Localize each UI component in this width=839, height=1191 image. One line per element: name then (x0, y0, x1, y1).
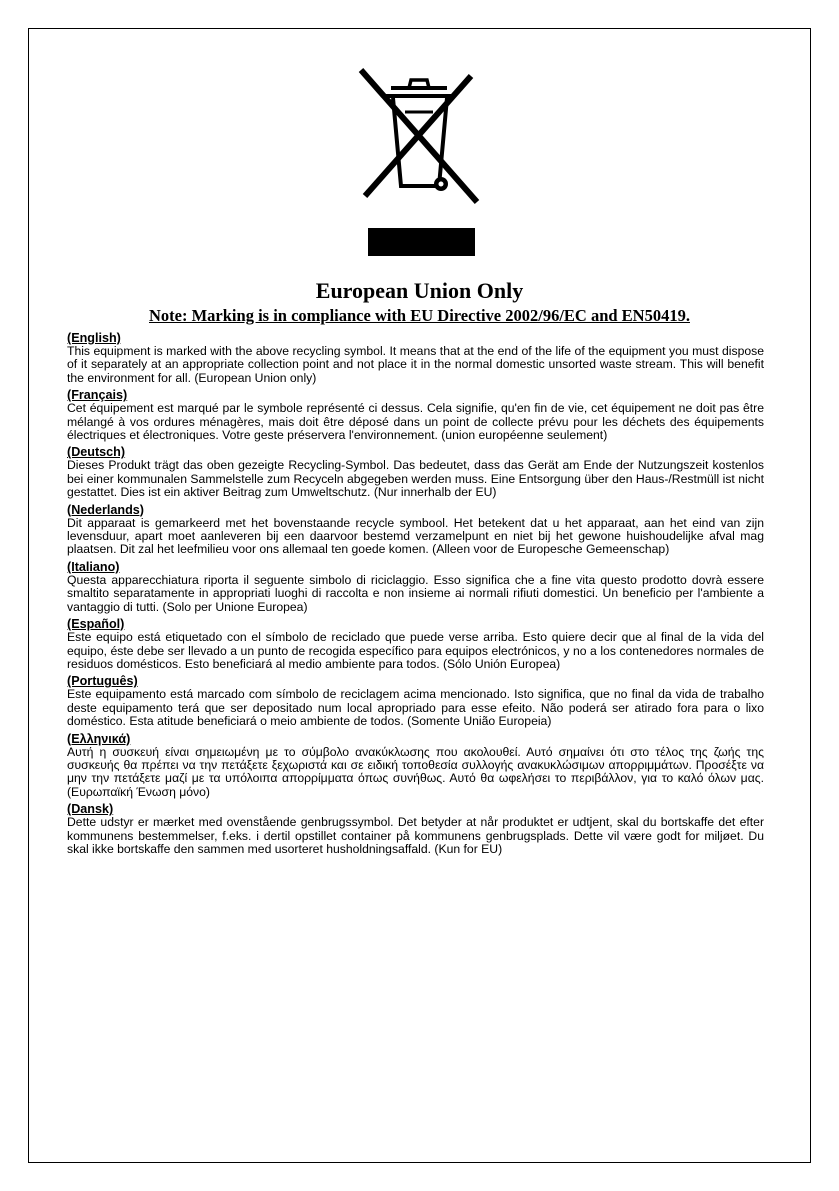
section-heading: (Español) (67, 617, 125, 632)
section-english (67, 331, 764, 385)
section-francais (67, 388, 764, 442)
section-portugues (67, 674, 764, 728)
page-title: European Union Only (315, 278, 524, 303)
section-heading: (Deutsch) (67, 445, 126, 460)
section-heading: (Português) (67, 674, 138, 689)
section-heading: (Nederlands) (67, 502, 144, 517)
section-text: Este equipamento está marcado com símbolo de reciclagem acima mencionado. Isto significa, que no final da vida de trabalho deste equipamento terá que ser depositado num local apropriado para esse efeito. Não poderá ser atirado fora para o lixo doméstico. Esta atitude beneficiará o meio ambiente de todos. (Somente União Europeia) (67, 687, 764, 729)
section-ellinika (67, 732, 764, 800)
section-text: Dette udstyr er mærket med ovenstående genbrugssymbol. Det betyder at når produktet er udtjent, skal du bortskaffe det efter kommunens bestemmelser, f.eks. i dertil opstillet container på kommunens genbrugsplads. Dette vil være godt for miljøet. Du skal ikke bortskaffe den sammen med usorteret husholdningsaffald. (Kun for EU) (67, 815, 764, 856)
section-text: This equipment is marked with the above recycling symbol. It means that at the end of the life of the equipment you must dispose of it separately at an appropriate collection point and not place it in the normal domestic unsorted waste stream. This will benefit the environment for all. (European Union only) (67, 344, 764, 385)
crossed-out-wheelie-bin-icon (355, 66, 483, 206)
section-text: Questa apparecchiatura riporta il seguente simbolo di riciclaggio. Esso significa che a fine vita questo prodotto dovrà essere smaltito separatamente in appropriati luoghi di raccolta e non insieme ai normali rifiuti domestici. Un beneficio per l'ambiente a vantaggio di tutti. (Solo per Unione Europea) (67, 572, 764, 614)
section-text: Dieses Produkt trägt das oben gezeigte Recycling-Symbol. Das bedeutet, dass das Gerät am Ende der Nutzungszeit kostenlos bei einer kommunalen Sammelstelle zum Recyceln abgegeben werden muss. Eine Entsorgung über den Haus-/Restmüll ist nicht gestattet. Dies ist ein aktiver Beitrag zum Umweltschutz. (Nur innerhalb der EU) (67, 458, 764, 500)
section-text: Cet équipement est marqué par le symbole représenté ci dessus. Cela signifie, qu'en fin de vie, cet équipement ne doit pas être mélangé à vos ordures ménagères, mais doit être déposé dans un point de collecte prévu pour les déchets des équipements électriques et électroniques. Votre geste préservera l'environnement. (union européenne seulement) (67, 401, 764, 443)
section-heading: (Ελληνικά) (67, 731, 131, 746)
section-italiano (67, 560, 764, 614)
compliance-note: Note: Marking is in compliance with EU Directive 2002/96/EC and EN50419. (149, 306, 690, 325)
symbol-underline-bar (368, 228, 475, 256)
section-nederlands (67, 503, 764, 557)
weee-symbol (355, 66, 483, 206)
language-sections (67, 331, 764, 859)
section-espanol (67, 617, 764, 671)
section-text: Αυτή η συσκευή είναι σημειωμένη με το σύμβολο ανακύκλωσης που ακολουθεί. Αυτό σημαίνει ότι στο τέλος της ζωής της συσκευής θα πρέπει να την πετάξετε ξεχωριστά και σε ειδική τοποθεσία συλλογής ανακυκλώσιμων απορριμμάτων. Προσέξτε να μην την πετάξετε μαζί με τα υπόλοιπα απορρίμματα όπως συνήθως. Αυτό θα ωφελήσει το περιβάλλον, για το καλό όλων μας. (Ευρωπαϊκή Ένωση μόνο) (67, 744, 764, 799)
section-heading: (Italiano) (67, 559, 120, 574)
section-deutsch (67, 445, 764, 499)
section-text: Dit apparaat is gemarkeerd met het bovenstaande recycle symbool. Het betekent dat u het apparaat, aan het eind van zijn levensduur, apart moet aanleveren bij een daarvoor bestemd verzamelpunt en niet bij het gewone huishoudelijke afval mag plaatsen. Dit zal het leefmilieu voor ons allemaal ten goede komen. (Alleen voor de Europesche Gemeenschap) (67, 515, 764, 557)
section-dansk (67, 802, 764, 856)
section-heading: (English) (67, 331, 121, 345)
section-text: Este equipo está etiquetado con el símbolo de reciclado que puede verse arriba. Esto quiere decir que al final de la vida del equipo, éste debe ser llevado a un punto de recogida específico para equipos electrónicos, y no a los contenedores normales de residuos domésticos. Esto beneficiará al medio ambiente para todos. (Sólo Unión Europea) (67, 630, 764, 671)
section-heading: (Français) (67, 388, 128, 403)
section-heading: (Dansk) (67, 802, 114, 817)
